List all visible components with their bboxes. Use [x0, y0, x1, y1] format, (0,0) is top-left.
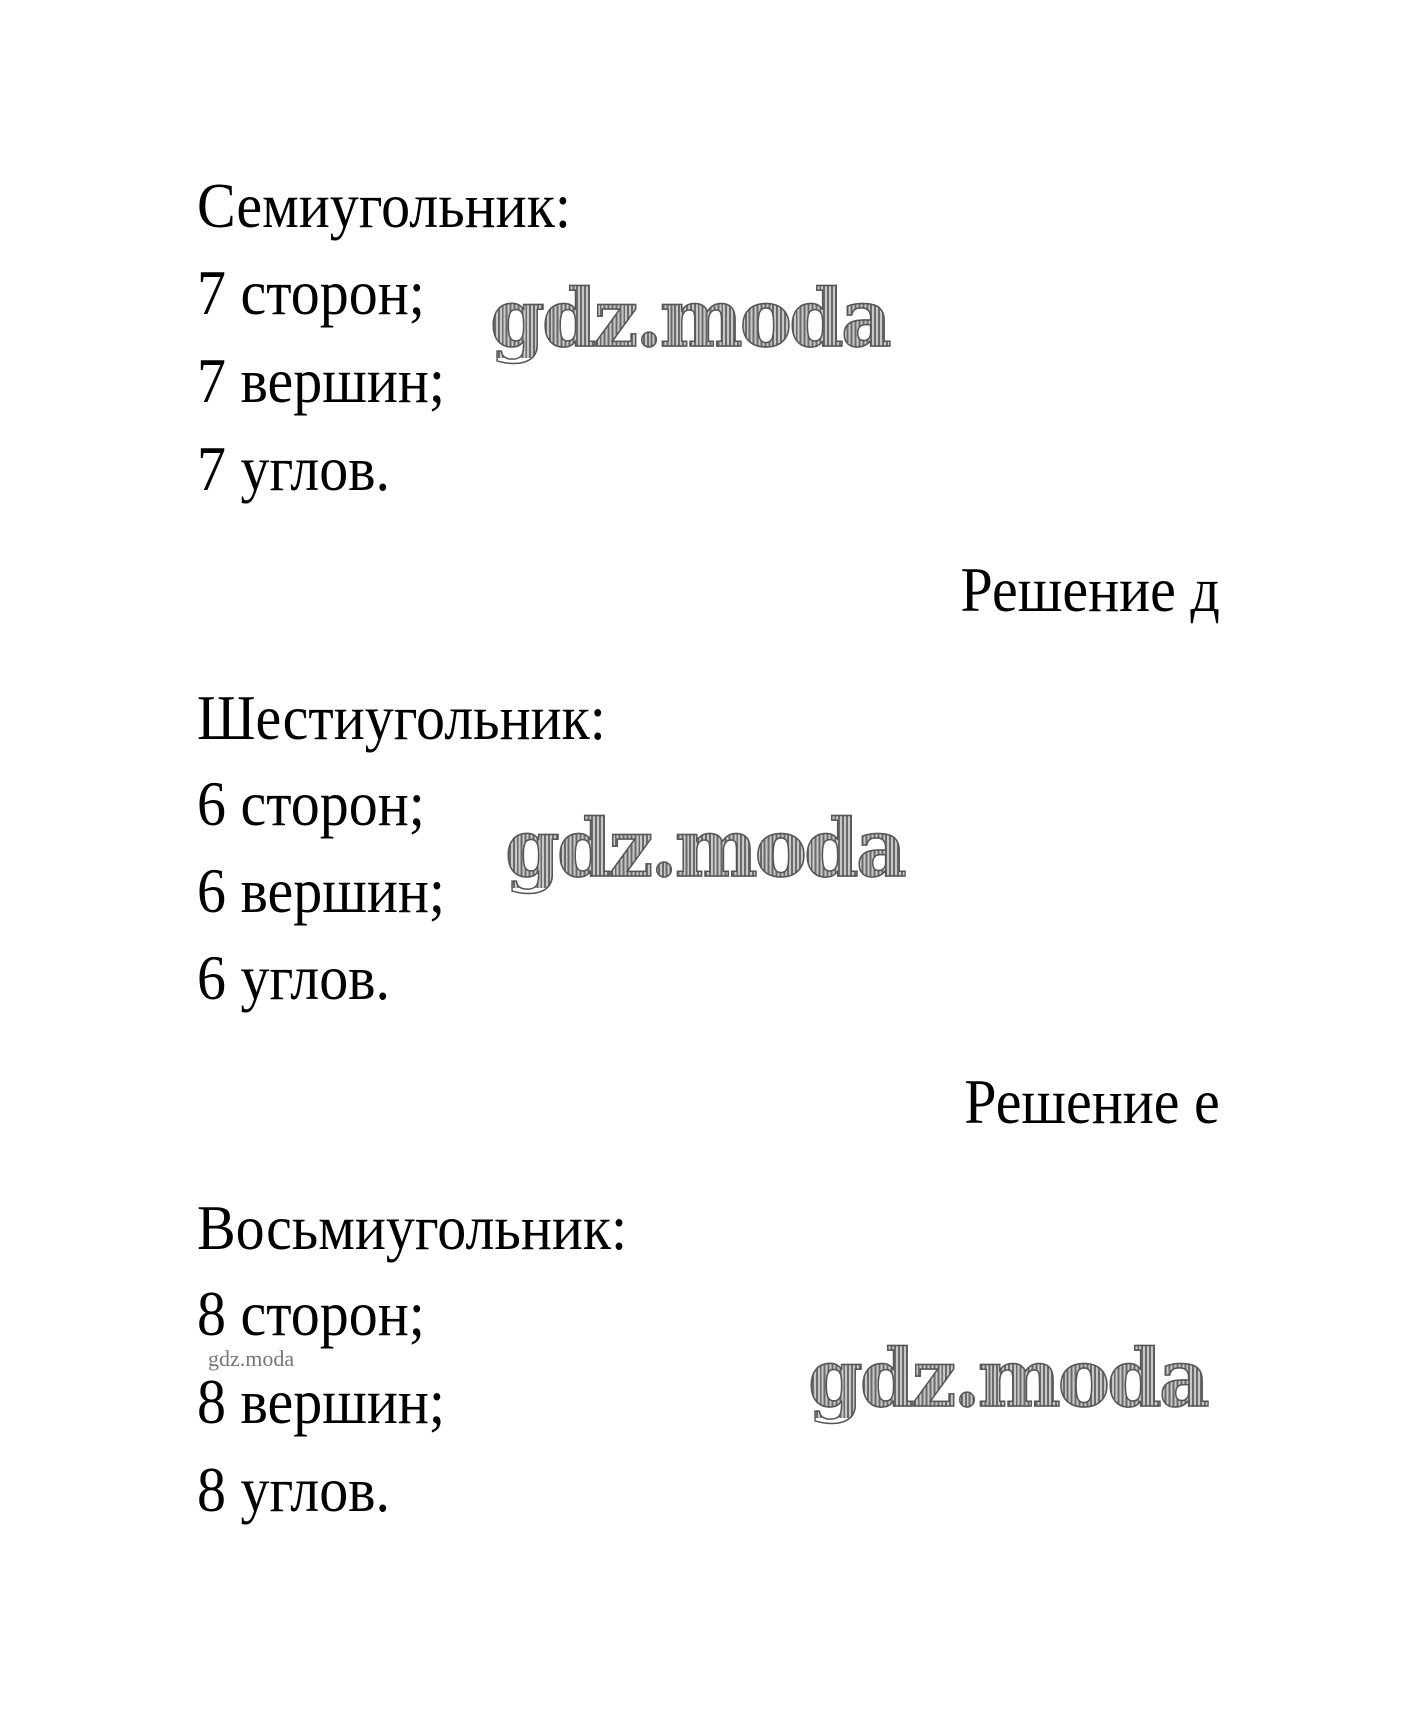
watermark-logo: gdz.moda: [490, 271, 889, 365]
solution-label-e: Решение е: [964, 1067, 1220, 1137]
hexagon-angles: 6 углов.: [197, 943, 391, 1013]
hexagon-vertices: 6 вершин;: [197, 856, 445, 926]
octagon-vertices: 8 вершин;: [197, 1367, 445, 1437]
watermark-logo: gdz.moda: [505, 801, 904, 895]
solution-label-d: Решение д: [960, 555, 1220, 625]
octagon-angles: 8 углов.: [197, 1455, 391, 1525]
section-heading-heptagon: Семиугольник:: [197, 171, 571, 241]
heptagon-sides: 7 сторон;: [197, 258, 425, 328]
section-heading-octagon: Восьмиугольник:: [197, 1193, 628, 1263]
heptagon-vertices: 7 вершин;: [197, 346, 445, 416]
watermark-small: gdz.moda: [208, 1346, 295, 1371]
section-heading-hexagon: Шестиугольник:: [197, 683, 606, 753]
hexagon-sides: 6 сторон;: [197, 769, 425, 839]
watermark-logo: gdz.moda: [808, 1331, 1207, 1425]
heptagon-angles: 7 углов.: [197, 434, 391, 504]
octagon-sides: 8 сторон;: [197, 1279, 425, 1349]
